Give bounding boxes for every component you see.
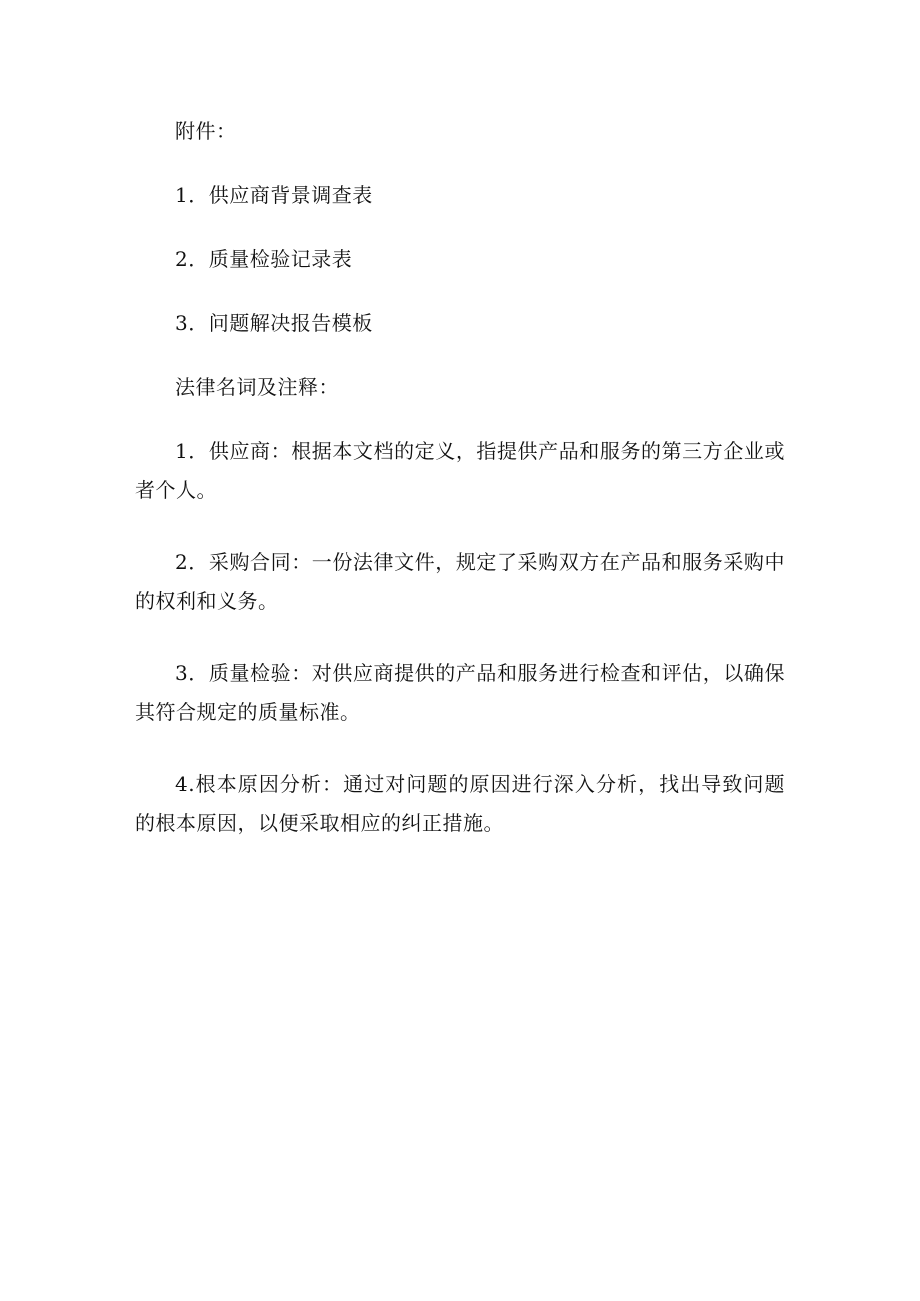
attachment-item-3: 3．问题解决报告模板: [175, 311, 373, 335]
attachments-heading: 附件：: [175, 119, 237, 143]
attachment-item-1: 1．供应商背景调查表: [175, 183, 373, 207]
glossary-item-3: 3．质量检验：对供应商提供的产品和服务进行检查和评估，以确保其符合规定的质量标准。: [135, 661, 785, 724]
glossary-item-4: 4.根本原因分析：通过对问题的原因进行深入分析，找出导致问题的根本原因，以便采取相应的纠正措施。: [135, 772, 785, 835]
glossary-item-2: 2．采购合同：一份法律文件，规定了采购双方在产品和服务采购中的权利和义务。: [135, 550, 785, 613]
glossary-item-1: 1．供应商：根据本文档的定义，指提供产品和服务的第三方企业或者个人。: [135, 439, 785, 502]
attachment-item-2: 2．质量检验记录表: [175, 247, 353, 271]
glossary-heading: 法律名词及注释：: [175, 375, 339, 399]
